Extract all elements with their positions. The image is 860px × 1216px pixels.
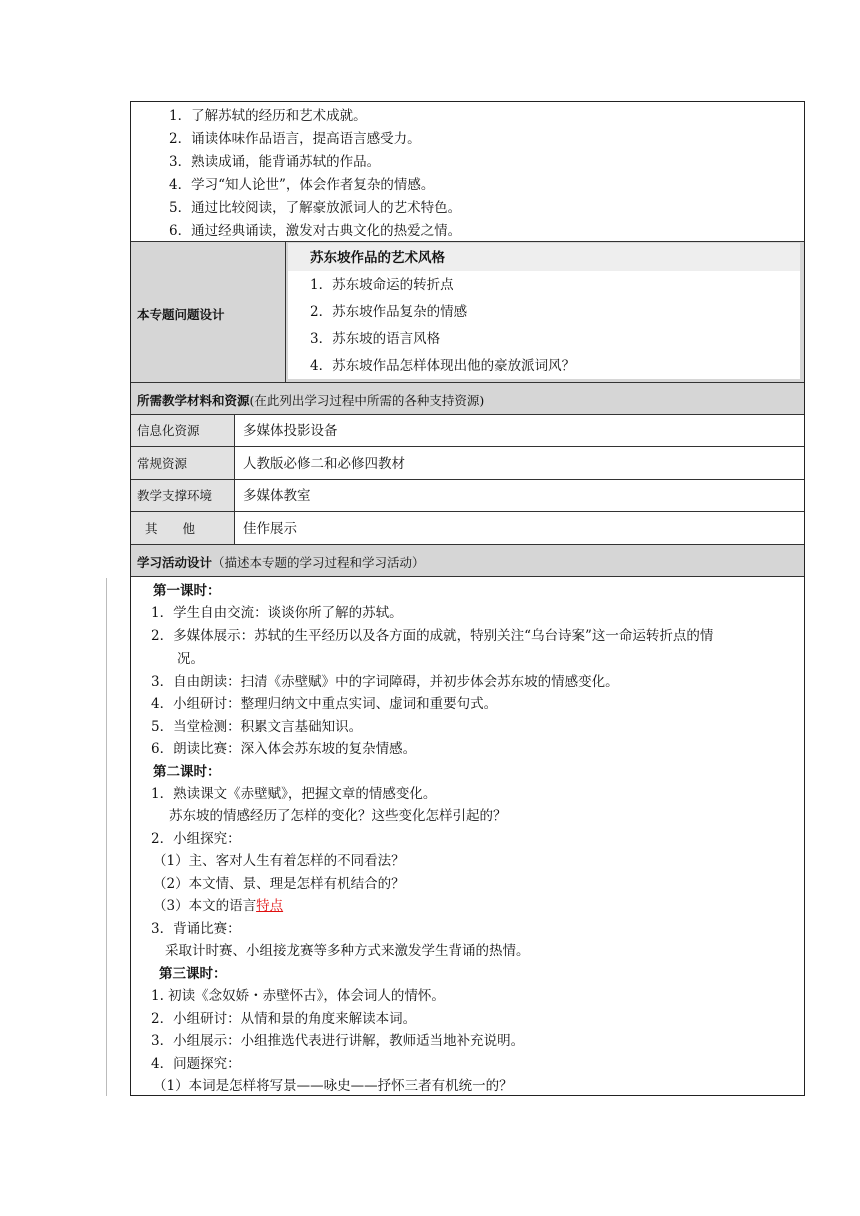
activity-item [153, 897, 283, 915]
question-item: 3．苏东坡的语言风格 [310, 331, 441, 347]
resources-heading [137, 392, 484, 410]
activity-item: 3．自由朗读：扫清《赤壁赋》中的字词障碍，并初步体会苏东坡的情感变化。 [151, 674, 619, 690]
divider [131, 479, 804, 480]
lesson-title: 第二课时： [153, 764, 221, 780]
margin-line [106, 578, 107, 1096]
resources-heading-bold: 所需教学材料和资源 [137, 393, 250, 408]
activity-item: 采取计时赛、小组接龙赛等多种方式来激发学生背诵的热情。 [165, 943, 530, 959]
highlighted-word: 特点 [256, 898, 284, 914]
activity-item: （2）本文情、景、理是怎样有机结合的？ [153, 876, 405, 892]
resource-value: 多媒体教室 [243, 488, 311, 504]
activity-item: 3．背诵比赛： [151, 921, 241, 937]
resource-label: 常规资源 [137, 456, 188, 471]
objective-item: 4．学习“知人论世”，体会作者复杂的情感。 [169, 177, 435, 193]
question-item: 1．苏东坡命运的转折点 [310, 277, 454, 293]
divider [131, 576, 804, 577]
activities-heading [137, 554, 425, 572]
objective-item: 5．通过比较阅读，了解豪放派词人的艺术特色。 [169, 200, 462, 216]
divider [131, 446, 804, 447]
activity-item: 4．问题探究： [151, 1056, 241, 1072]
activity-item: 1．熟读课文《赤壁赋》，把握文章的情感变化。 [151, 786, 437, 802]
objective-item: 2．诵读体味作品语言，提高语言感受力。 [169, 131, 421, 147]
resource-value: 人教版必修二和必修四教材 [243, 456, 405, 472]
activity-item: （1）本词是怎样将写景——咏史——抒怀三者有机统一的？ [153, 1078, 513, 1094]
objective-item: 1．了解苏轼的经历和艺术成就。 [169, 108, 367, 124]
question-box [288, 243, 800, 379]
question-item: 2．苏东坡作品复杂的情感 [310, 304, 468, 320]
activity-item: 5．当堂检测：积累文言基础知识。 [151, 719, 363, 735]
activity-item: 3．小组展示：小组推选代表进行讲解，教师适当地补充说明。 [151, 1033, 525, 1049]
divider [131, 241, 804, 242]
question-item: 4．苏东坡作品怎样体现出他的豪放派词风？ [310, 358, 576, 374]
activity-item: 1. 初读《念奴娇・赤壁怀古》，体会词人的情怀。 [151, 988, 445, 1004]
activities-heading-note: （描述本专题的学习过程和学习活动） [212, 555, 425, 570]
lesson-title: 第三课时： [159, 966, 227, 982]
objective-item: 3．熟读成诵，能背诵苏轼的作品。 [169, 154, 381, 170]
activities-heading-bold: 学习活动设计 [137, 555, 213, 570]
activity-item: 2．小组探究： [151, 831, 241, 847]
resource-label: 教学支撑环境 [137, 488, 213, 503]
activity-item: 况。 [177, 651, 204, 667]
lesson-plan-table [130, 101, 805, 1096]
lesson-title: 第一课时： [153, 583, 221, 599]
divider [131, 511, 804, 512]
activity-item: 6．朗读比赛：深入体会苏东坡的复杂情感。 [151, 741, 417, 757]
question-title: 苏东坡作品的艺术风格 [310, 250, 445, 266]
resource-label: 其 他 [145, 521, 196, 536]
question-design-label: 本专题问题设计 [137, 307, 225, 322]
activity-item: 2．小组研讨：从情和景的角度来解读本词。 [151, 1011, 417, 1027]
activity-item: 苏东坡的情感经历了怎样的变化？这些变化怎样引起的？ [169, 808, 507, 824]
activity-item: 4．小组研讨：整理归纳文中重点实词、虚词和重要句式。 [151, 696, 498, 712]
activity-item: （1）主、客对人生有着怎样的不同看法？ [153, 853, 405, 869]
resource-value: 多媒体投影设备 [243, 423, 338, 439]
activity-item: 2．多媒体展示：苏轼的生平经历以及各方面的成就，特别关注“乌台诗案”这一命运转折点的情 [151, 628, 714, 644]
resource-value: 佳作展示 [243, 521, 297, 537]
resource-label: 信息化资源 [137, 423, 200, 438]
activity-item: 1．学生自由交流：谈谈你所了解的苏轼。 [151, 605, 403, 621]
resources-heading-note: (在此列出学习过程中所需的各种支持资源) [249, 393, 485, 408]
activity-item-text: （3）本文的语言 [153, 898, 257, 914]
objective-item: 6．通过经典诵读，激发对古典文化的热爱之情。 [169, 223, 462, 239]
divider [285, 241, 286, 382]
